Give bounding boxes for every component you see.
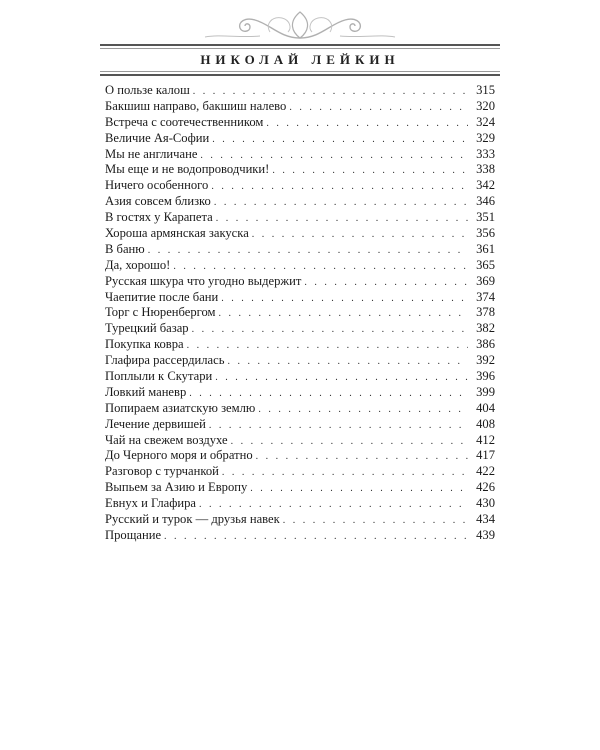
toc-leader-dots xyxy=(189,386,468,402)
toc-entry-title: Мы еще и не водопроводчики! xyxy=(105,162,270,177)
toc-entry xyxy=(105,178,495,194)
toc-leader-dots xyxy=(250,481,468,497)
toc-entry-title: Мы не англичане xyxy=(105,146,198,161)
toc-entry-title: Азия совсем близко xyxy=(105,194,211,209)
toc-entry-title: Величие Ая-Софии xyxy=(105,130,210,145)
toc-leader-dots xyxy=(304,275,468,291)
toc-entry-title: Да, хорошо! xyxy=(105,257,171,272)
toc-leader-dots xyxy=(212,132,468,148)
toc-entry-page: 338 xyxy=(476,162,495,177)
toc-entry-title: Русская шкура что угодно выдержит xyxy=(105,273,302,288)
toc-entry-page: 417 xyxy=(476,448,495,463)
toc-entry-title: Встреча с соотечественником xyxy=(105,114,264,129)
toc-entry-page: 434 xyxy=(476,512,495,527)
toc-entry xyxy=(105,337,495,353)
toc-leader-dots xyxy=(215,370,468,386)
toc-entry-title: В гостях у Карапета xyxy=(105,210,213,225)
toc-entry xyxy=(105,290,495,306)
toc-leader-dots xyxy=(199,497,468,513)
toc-entry-title: Покупка ковра xyxy=(105,337,184,352)
toc-entry xyxy=(105,480,495,496)
toc-entry-title: Прощание xyxy=(105,527,162,542)
toc-entry-title: Торг с Нюренбергом xyxy=(105,305,216,320)
toc-entry-page: 361 xyxy=(476,241,495,256)
toc-leader-dots xyxy=(231,434,468,450)
toc-leader-dots xyxy=(216,211,468,227)
toc-entry xyxy=(105,131,495,147)
toc-entry-page: 378 xyxy=(476,305,495,320)
toc-leader-dots xyxy=(193,84,468,100)
toc-entry-title: Разговор с турчанкой xyxy=(105,464,219,479)
toc-entry xyxy=(105,210,495,226)
toc-entry-title: Бакшиш направо, бакшиш налево xyxy=(105,98,287,113)
toc-entry-page: 329 xyxy=(476,130,495,145)
author-name: НИКОЛАЙ ЛЕЙКИН xyxy=(200,52,400,67)
toc-leader-dots xyxy=(256,449,468,465)
toc-entry xyxy=(105,194,495,210)
toc-leader-dots xyxy=(227,354,468,370)
toc-entry-page: 422 xyxy=(476,464,495,479)
toc-entry-page: 324 xyxy=(476,114,495,129)
toc-entry-page: 430 xyxy=(476,496,495,511)
toc-entry-page: 412 xyxy=(476,432,495,447)
toc-entry-page: 320 xyxy=(476,98,495,113)
toc-entry-page: 399 xyxy=(476,384,495,399)
toc-entry-page: 396 xyxy=(476,369,495,384)
toc-entry xyxy=(105,512,495,528)
toc-entry-title: Русский и турок — друзья навек xyxy=(105,512,280,527)
toc-entry-title: О пользе калош xyxy=(105,83,190,97)
toc-leader-dots xyxy=(258,402,468,418)
toc-entry xyxy=(105,115,495,131)
toc-entry xyxy=(105,369,495,385)
toc-entry-title: Ловкий маневр xyxy=(105,384,187,399)
toc-entry-page: 333 xyxy=(476,146,495,161)
toc-leader-dots xyxy=(173,259,468,275)
toc-leader-dots xyxy=(187,338,468,354)
toc-leader-dots xyxy=(289,100,468,116)
toc-entry xyxy=(105,448,495,464)
toc-entry-title: Евнух и Глафира xyxy=(105,496,197,511)
toc-entry-page: 439 xyxy=(476,527,495,542)
running-header xyxy=(100,44,500,76)
toc-entry xyxy=(105,353,495,369)
toc-entry-title: Хороша армянская закуска xyxy=(105,226,249,241)
toc-entry-title: Попираем азиатскую землю xyxy=(105,400,256,415)
ornament-flourish xyxy=(200,4,400,44)
toc-entry-title: Поплыли к Скутари xyxy=(105,369,213,384)
toc-entry xyxy=(105,528,495,544)
toc-entry-page: 374 xyxy=(476,289,495,304)
toc-entry-page: 408 xyxy=(476,416,495,431)
toc-entry-page: 346 xyxy=(476,194,495,209)
toc-entry-title: Выпьем за Азию и Европу xyxy=(105,480,248,495)
toc-entry xyxy=(105,242,495,258)
toc-entry-page: 382 xyxy=(476,321,495,336)
toc-entry-page: 404 xyxy=(476,400,495,415)
toc-entry-title: Чай на свежем воздухе xyxy=(105,432,228,447)
toc-leader-dots xyxy=(283,513,468,529)
toc-entry xyxy=(105,464,495,480)
toc-entry xyxy=(105,83,495,99)
toc-entry xyxy=(105,99,495,115)
toc-entry xyxy=(105,385,495,401)
toc-entry xyxy=(105,258,495,274)
toc-entry xyxy=(105,162,495,178)
toc-entry xyxy=(105,417,495,433)
toc-leader-dots xyxy=(192,322,468,338)
toc-leader-dots xyxy=(200,148,468,164)
toc-entry-title: Ничего особенного xyxy=(105,178,209,193)
toc-entry-page: 315 xyxy=(476,83,495,97)
toc-leader-dots xyxy=(214,195,468,211)
toc-leader-dots xyxy=(219,306,468,322)
toc-leader-dots xyxy=(148,243,468,259)
toc-leader-dots xyxy=(222,465,468,481)
toc-entry xyxy=(105,274,495,290)
toc-leader-dots xyxy=(211,179,468,195)
toc-leader-dots xyxy=(272,163,468,179)
toc-entry-page: 426 xyxy=(476,480,495,495)
toc-entry-page: 351 xyxy=(476,210,495,225)
toc-entry-page: 342 xyxy=(476,178,495,193)
table-of-contents xyxy=(105,83,495,544)
toc-entry xyxy=(105,226,495,242)
toc-leader-dots xyxy=(266,116,468,132)
toc-leader-dots xyxy=(252,227,468,243)
toc-entry xyxy=(105,147,495,163)
toc-entry-page: 392 xyxy=(476,353,495,368)
toc-entry-title: Глафира рассердилась xyxy=(105,353,225,368)
toc-entry xyxy=(105,496,495,512)
toc-entry-title: Турецкий базар xyxy=(105,321,189,336)
toc-entry xyxy=(105,401,495,417)
toc-entry-page: 386 xyxy=(476,337,495,352)
toc-entry xyxy=(105,305,495,321)
toc-entry-title: До Черного моря и обратно xyxy=(105,448,253,463)
toc-entry-page: 356 xyxy=(476,226,495,241)
toc-entry xyxy=(105,433,495,449)
toc-leader-dots xyxy=(164,529,468,545)
toc-entry-page: 365 xyxy=(476,257,495,272)
toc-entry-title: В баню xyxy=(105,241,145,256)
toc-leader-dots xyxy=(221,291,468,307)
toc-entry-page: 369 xyxy=(476,273,495,288)
toc-entry xyxy=(105,321,495,337)
toc-leader-dots xyxy=(209,418,468,434)
toc-entry-title: Чаепитие после бани xyxy=(105,289,219,304)
toc-entry-title: Лечение дервишей xyxy=(105,416,206,431)
